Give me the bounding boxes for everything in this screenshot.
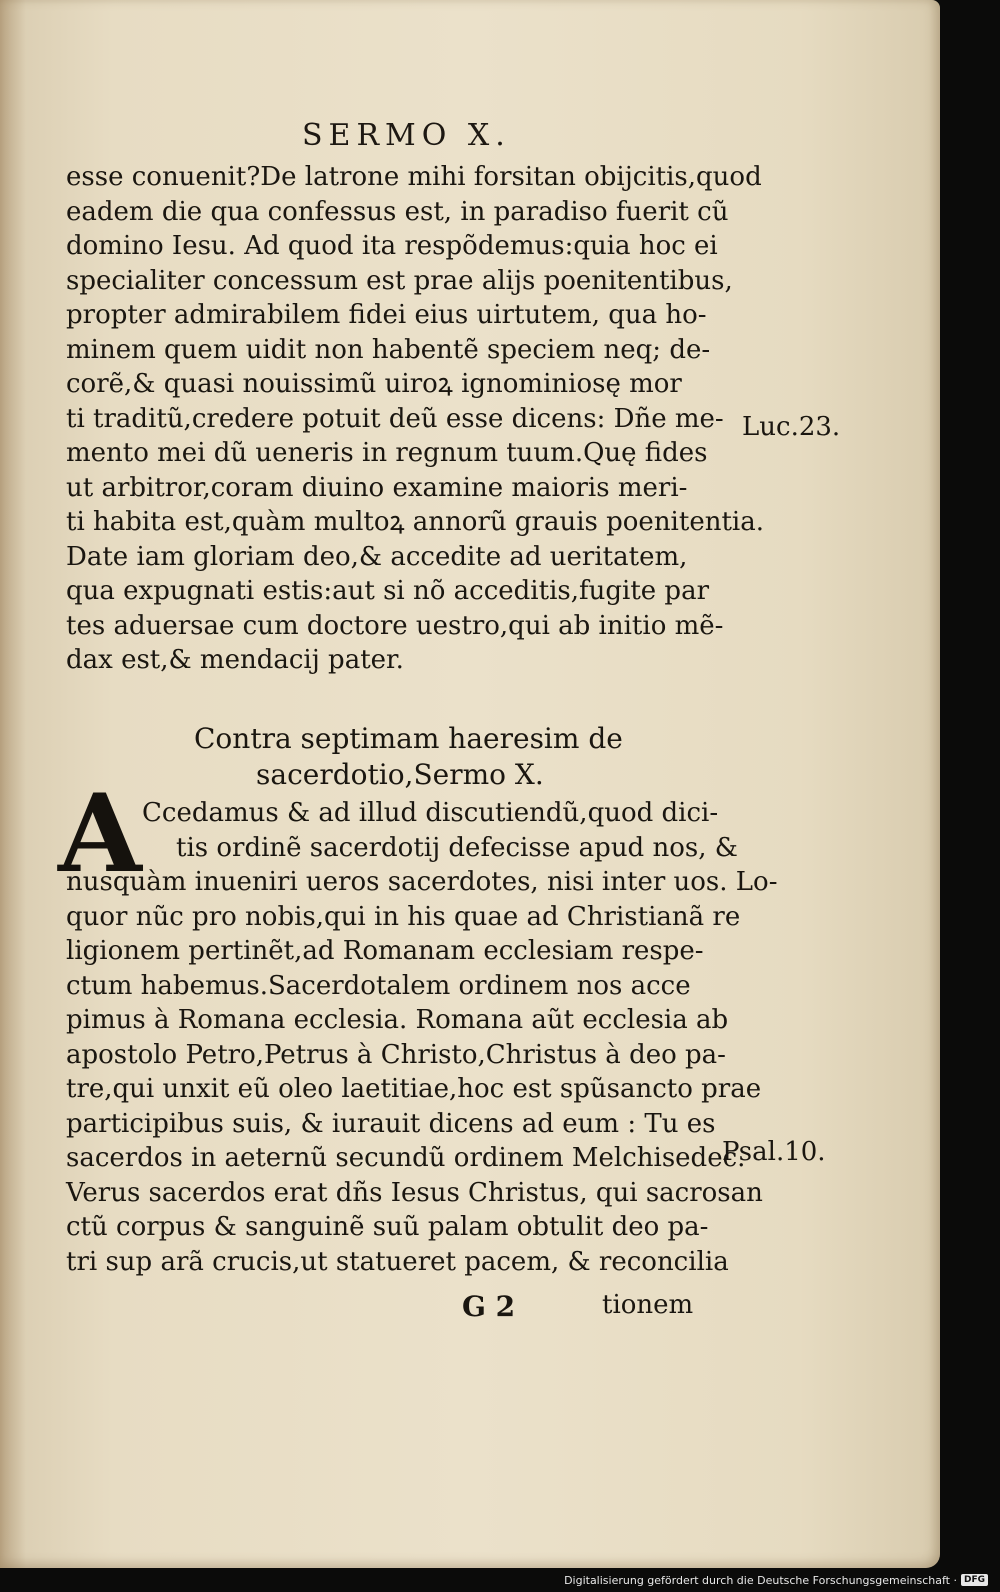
dfg-logo-badge: DFG <box>961 1574 988 1586</box>
text-line: tre,qui unxit eũ oleo laetitiae,hoc est spũsancto prae <box>66 1074 762 1104</box>
text-line: ctũ corpus & sanguinẽ suũ palam obtulit deo pa- <box>66 1212 709 1242</box>
text-line: ut arbitror,coram diuino examine maioris meri- <box>66 472 688 503</box>
drop-cap-initial: A <box>58 771 142 897</box>
text-line: tri sup arã crucis,ut statueret pacem, & reconcilia <box>66 1246 729 1277</box>
text-line: dax est,& mendacij pater. <box>66 645 404 675</box>
text-line: nusquàm inueniri ueros sacerdotes, nisi inter uos. Lo- <box>66 867 778 897</box>
text-line: domino Iesu. Ad quod ita respõdemus:quia hoc ei <box>66 231 718 261</box>
text-line: ligionem pertinẽt,ad Romanam ecclesiam respe- <box>66 936 704 966</box>
text-line: tis ordinẽ sacerdotij defecisse apud nos, & <box>176 832 738 863</box>
text-line: qua expugnati estis:aut si nõ acceditis,fugite par <box>66 576 709 606</box>
text-line: apostolo Petro,Petrus à Christo,Christus à deo pa- <box>66 1039 726 1070</box>
text-block-1 <box>66 160 764 678</box>
text-line: propter admirabilem fidei eius uirtutem, qua ho- <box>66 300 707 330</box>
text-line: esse conuenit?De latrone mihi forsitan obijcitis,quod <box>66 162 762 192</box>
digitization-credit <box>564 1570 988 1590</box>
margin-note-psal: Psal.10. <box>722 1137 826 1167</box>
text-line: tes aduersae cum doctore uestro,qui ab initio mẽ- <box>66 610 724 641</box>
text-line: specialiter concessum est prae alijs poenitentibus, <box>66 265 733 296</box>
catchword: tionem <box>602 1290 694 1320</box>
text-line: corẽ,& quasi nouissimũ uiroꝝ ignominiosę mor <box>66 369 682 399</box>
margin-note-luc: Luc.23. <box>742 412 841 442</box>
text-line: Ccedamus & ad illud discutiendũ,quod dici- <box>142 798 719 828</box>
text-line: Verus sacerdos erat dñs Iesus Christus, qui sacrosan <box>66 1177 763 1208</box>
text-line: sacerdos in aeternũ secundũ ordinem Melchisedec. <box>66 1143 746 1173</box>
credit-text: Digitalisierung gefördert durch die Deutsche Forschungsgemeinschaft · <box>564 1573 957 1587</box>
section-heading-line-1: Contra septimam haeresim de <box>194 722 623 755</box>
text-line: eadem die qua confessus est, in paradiso fuerit cũ <box>66 196 729 227</box>
text-line: mento mei dũ ueneris in regnum tuum.Quę fides <box>66 438 708 468</box>
text-line: ti habita est,quàm multoꝝ annorũ grauis poenitentia. <box>66 507 764 537</box>
text-line: ti traditũ,credere potuit deũ esse dicens: Dñe me- <box>66 403 724 434</box>
text-line: ctum habemus.Sacerdotalem ordinem nos acce <box>66 970 691 1001</box>
signature-mark: G 2 <box>462 1290 516 1323</box>
text-line: pimus à Romana ecclesia. Romana aũt ecclesia ab <box>66 1005 729 1035</box>
text-line: quor nũc pro nobis,qui in his quae ad Christianã re <box>66 901 741 932</box>
running-head: SERMO X. <box>302 118 511 153</box>
text-line: Date iam gloriam deo,& accedite ad ueritatem, <box>66 541 688 572</box>
text-line: participibus suis, & iurauit dicens ad eum : Tu es <box>66 1108 716 1139</box>
section-heading-line-2: sacerdotio,Sermo X. <box>256 758 544 791</box>
text-line: minem quem uidit non habentẽ speciem neq; de- <box>66 334 711 365</box>
